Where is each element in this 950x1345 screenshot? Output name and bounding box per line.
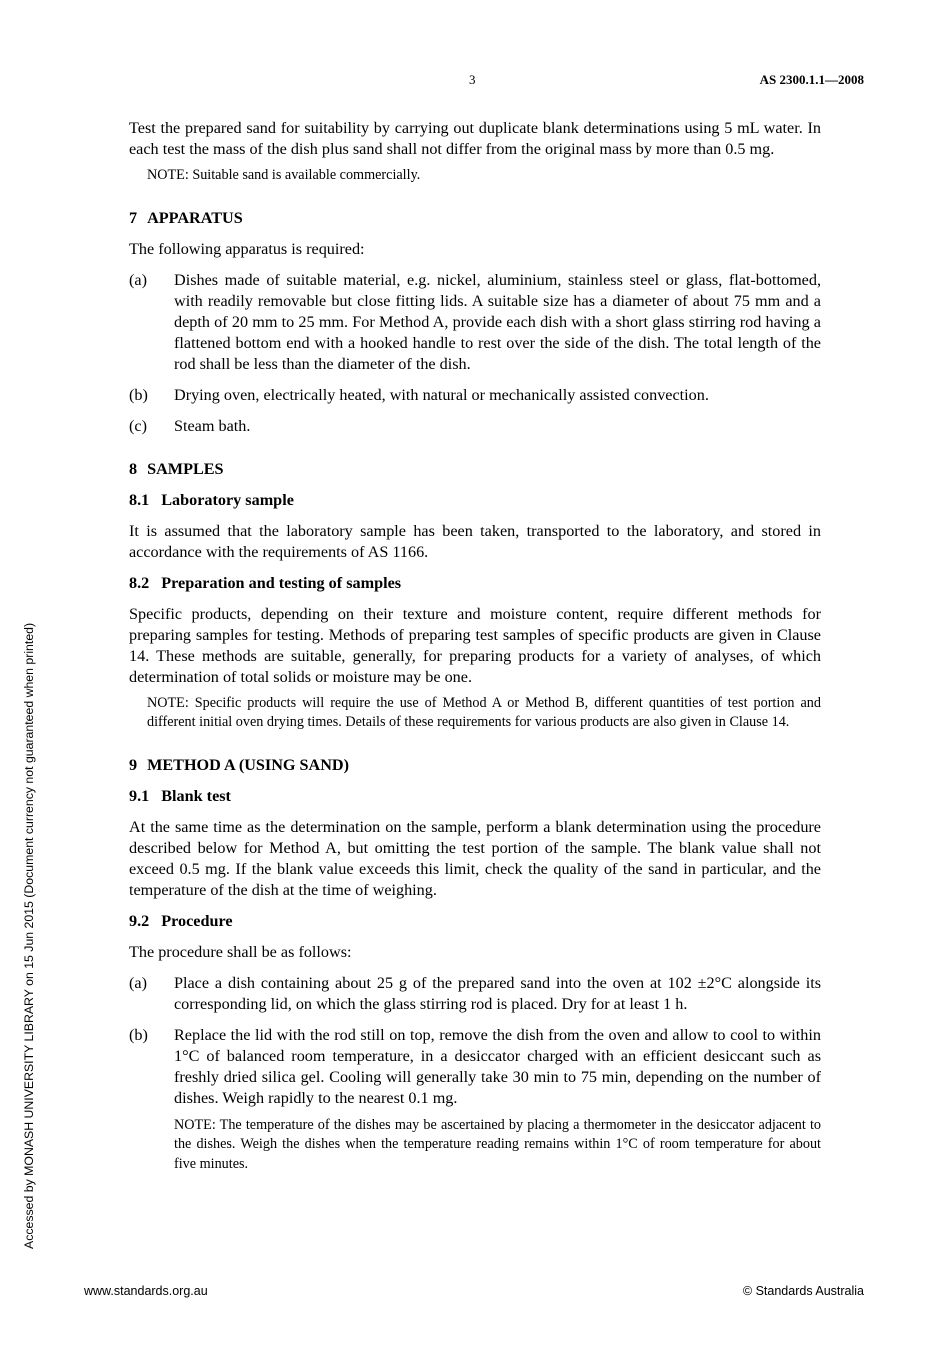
- subsection-title: Laboratory sample: [161, 490, 294, 509]
- page-number: 3: [469, 72, 476, 87]
- footer-url-link[interactable]: www.standards.org.au: [84, 1284, 208, 1298]
- access-watermark: Accessed by MONASH UNIVERSITY LIBRARY on 15 Jun 2015 (Document currency not guaranteed when printed): [22, 622, 36, 1249]
- intro-paragraph: Test the prepared sand for suitability by carrying out duplicate blank determinations using 5 mL water. In each test the mass of the dish plus sand shall not differ from the original mass by more than 0.5 mg.: [129, 119, 821, 158]
- subsection-9-2-intro: The procedure shall be as follows:: [129, 942, 352, 961]
- section-title: SAMPLES: [147, 459, 224, 478]
- intro-note: NOTE: Suitable sand is available commercially.: [147, 167, 421, 183]
- list-item: [129, 416, 821, 437]
- subsection-number: 9.1: [129, 786, 150, 805]
- subsection-9-2-heading: [129, 911, 821, 932]
- list-item-text: Replace the lid with the rod still on top, remove the dish from the oven and allow to cool to within 1°C of balanced room temperature, in a desiccator charged with an efficient desiccant such as freshly dried silica gel. Cooling will generally take 30 min to 75 min, depending on the number of dishes. Weigh rapidly to the nearest 0.1 mg.: [174, 1025, 821, 1107]
- section-number: 7: [129, 208, 138, 227]
- list-item-text: Steam bath.: [174, 416, 251, 435]
- section-7-heading: [129, 208, 821, 229]
- subsection-8-2-note: NOTE: Specific products will require the use of Method A or Method B, different quantities of test portion and different initial oven drying times. Details of these requirements for various products are also given in Clause 14.: [147, 694, 821, 730]
- list-item-label: (a): [129, 973, 147, 992]
- subsection-title: Preparation and testing of samples: [161, 573, 402, 592]
- standard-id: AS 2300.1.1—2008: [759, 72, 864, 87]
- subsection-9-1-heading: [129, 786, 821, 807]
- list-item-label: (b): [129, 1025, 148, 1044]
- list-item: [129, 1025, 821, 1109]
- footer-copyright: © Standards Australia: [742, 1284, 864, 1298]
- subsection-number: 8.2: [129, 573, 150, 592]
- list-item-label: (c): [129, 416, 147, 435]
- subsection-9-1-text: At the same time as the determination on the sample, perform a blank determination using the procedure described below for Method A, but omitting the test portion of the sample. The blank value shall not exceed 0.5 mg. If the blank value exceeds this limit, check the quality of the sand in particular, and the temperature of the dish at the time of weighing.: [129, 817, 821, 899]
- subsection-title: Procedure: [161, 911, 233, 930]
- subsection-8-2-text: Specific products, depending on their texture and moisture content, require different methods for preparing samples for testing. Methods of preparing test samples of specific products are given in Clause 14. These methods are suitable, generally, for preparing products for a variety of analyses, of which determination of total solids or moisture may be one.: [129, 604, 821, 686]
- list-item-label: (b): [129, 385, 148, 404]
- list-item-text: Place a dish containing about 25 g of the prepared sand into the oven at 102 ±2°C alongside its corresponding lid, on which the glass stirring rod is placed. Dry for at least 1 h.: [174, 973, 821, 1013]
- subsection-number: 9.2: [129, 911, 150, 930]
- section-number: 9: [129, 755, 138, 774]
- list-item: [129, 270, 821, 375]
- document-body: [129, 118, 821, 1184]
- section-9-heading: [129, 755, 821, 776]
- section-title: METHOD A (USING SAND): [147, 755, 350, 774]
- list-item-label: (a): [129, 270, 147, 289]
- subsection-8-1-heading: [129, 490, 821, 511]
- section-7-intro: The following apparatus is required:: [129, 239, 365, 258]
- subsection-title: Blank test: [161, 786, 231, 805]
- section-8-heading: [129, 459, 821, 480]
- subsection-8-2-heading: [129, 573, 821, 594]
- section-number: 8: [129, 459, 138, 478]
- list-item: [129, 385, 821, 406]
- list-item-text: Dishes made of suitable material, e.g. nickel, aluminium, stainless steel or glass, flat-bottomed, with readily removable but close fitting lids. A suitable size has a diameter of about 75 mm and a depth of 20 mm to 25 mm. For Method A, provide each dish with a short glass stirring rod having a flattened bottom end with a hooked handle to rest over the side of the dish. The total length of the rod shall be less than the diameter of the dish.: [174, 270, 821, 373]
- list-item-note: NOTE: The temperature of the dishes may be ascertained by placing a thermometer in the desiccator adjacent to the dishes. Weigh the dishes when the temperature reading remains within 1°C of room temperature for about five minutes.: [174, 1116, 821, 1172]
- subsection-number: 8.1: [129, 490, 150, 509]
- list-item-text: Drying oven, electrically heated, with natural or mechanically assisted convection.: [174, 385, 709, 404]
- subsection-8-1-text: It is assumed that the laboratory sample has been taken, transported to the laboratory, and stored in accordance with the requirements of AS 1166.: [129, 521, 821, 561]
- list-item: [129, 973, 821, 1015]
- section-title: APPARATUS: [147, 208, 243, 227]
